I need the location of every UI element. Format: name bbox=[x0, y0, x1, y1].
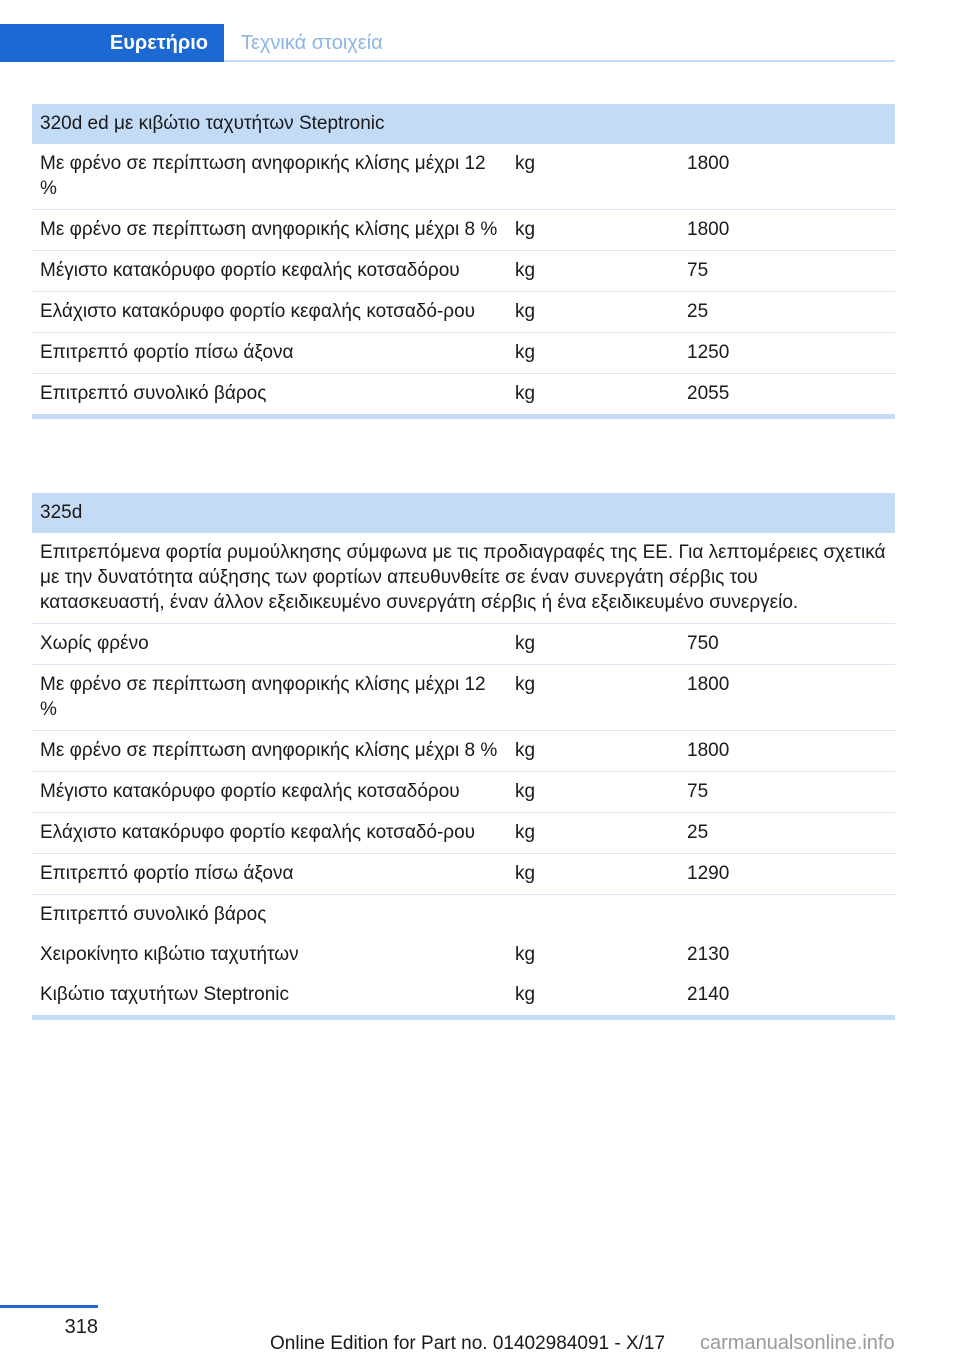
row-unit: kg bbox=[515, 383, 536, 404]
row-unit bbox=[507, 902, 679, 927]
row-value: 1800 bbox=[687, 740, 730, 761]
row-value: 750 bbox=[687, 633, 719, 654]
table-row bbox=[32, 772, 895, 813]
row-value: 2140 bbox=[687, 984, 730, 1005]
table-row bbox=[32, 624, 895, 665]
row-value: 1800 bbox=[687, 219, 730, 240]
footer-accent-line bbox=[0, 1305, 98, 1308]
row-unit: kg bbox=[515, 260, 536, 281]
table-325d bbox=[32, 493, 895, 1020]
table-row bbox=[32, 333, 895, 374]
table-row bbox=[32, 210, 895, 251]
table-end-bar bbox=[32, 1015, 895, 1020]
table-header: 325d bbox=[32, 493, 895, 533]
row-unit: kg bbox=[515, 984, 536, 1005]
row-unit: kg bbox=[515, 944, 536, 965]
row-label: Με φρένο σε περίπτωση ανηφορικής κλίσης μέχρι 8 % bbox=[40, 219, 498, 240]
row-unit: kg bbox=[515, 674, 536, 695]
top-navigation bbox=[0, 24, 895, 62]
row-label: Μέγιστο κατακόρυφο φορτίο κεφαλής κοτσαδόρου bbox=[40, 260, 460, 281]
row-label: Επιτρεπτό συνολικό βάρος bbox=[40, 383, 267, 404]
table-note: Επιτρεπόμενα φορτία ρυμούλκησης σύμφωνα με τις προδιαγραφές της ΕΕ. Για λεπτομέρειες σχετικά με την δυνατότητα αύξησης των φορτίων απευθυνθείτε σε έναν συνεργάτη σέρβις του κατασκευαστή, έναν άλλον εξειδικευμένο συνεργάτη σέρβις ή ένα εξειδικευμένο συνεργείο. bbox=[40, 542, 886, 613]
row-label: Με φρένο σε περίπτωση ανηφορικής κλίσης μέχρι 12 % bbox=[40, 153, 486, 199]
row-value: 1290 bbox=[687, 863, 730, 884]
table-header: 320d ed με κιβώτιο ταχυτήτων Steptronic bbox=[32, 104, 895, 144]
row-label: Μέγιστο κατακόρυφο φορτίο κεφαλής κοτσαδόρου bbox=[40, 781, 460, 802]
row-value: 1800 bbox=[687, 153, 730, 174]
table-row bbox=[32, 975, 895, 1015]
table-row bbox=[32, 251, 895, 292]
tab-index[interactable]: Ευρετήριο bbox=[0, 24, 224, 62]
page-number: 318 bbox=[64, 1316, 98, 1338]
table-row bbox=[32, 935, 895, 975]
row-unit: kg bbox=[515, 153, 536, 174]
row-unit: kg bbox=[515, 301, 536, 322]
edition-text: Online Edition for Part no. 01402984091 - X/17 bbox=[270, 1333, 666, 1354]
row-label: Ελάχιστο κατακόρυφο φορτίο κεφαλής κοτσαδό-ρου bbox=[40, 822, 476, 843]
table-320d-ed bbox=[32, 104, 895, 419]
table-note-row bbox=[32, 533, 895, 624]
row-label: Επιτρεπτό συνολικό βάρος bbox=[40, 904, 267, 925]
table-row bbox=[32, 292, 895, 333]
row-label: Χωρίς φρένο bbox=[40, 633, 149, 654]
row-unit: kg bbox=[515, 219, 536, 240]
row-label: Ελάχιστο κατακόρυφο φορτίο κεφαλής κοτσαδό-ρου bbox=[40, 301, 476, 322]
row-value: 1800 bbox=[687, 674, 730, 695]
row-label: Χειροκίνητο κιβώτιο ταχυτήτων bbox=[40, 944, 299, 965]
row-unit: kg bbox=[515, 633, 536, 654]
table-row bbox=[32, 665, 895, 731]
row-value bbox=[679, 902, 895, 927]
tab-technical-data[interactable]: Τεχνικά στοιχεία bbox=[241, 31, 383, 54]
table-row bbox=[32, 731, 895, 772]
table-row bbox=[32, 854, 895, 895]
row-value: 25 bbox=[687, 301, 709, 322]
row-unit: kg bbox=[515, 863, 536, 884]
row-value: 2055 bbox=[687, 383, 730, 404]
row-unit: kg bbox=[515, 822, 536, 843]
table-row bbox=[32, 813, 895, 854]
row-unit: kg bbox=[515, 342, 536, 363]
table-row bbox=[32, 374, 895, 414]
row-value: 2130 bbox=[687, 944, 730, 965]
row-unit: kg bbox=[515, 781, 536, 802]
row-label: Με φρένο σε περίπτωση ανηφορικής κλίσης μέχρι 12 % bbox=[40, 674, 486, 720]
row-value: 75 bbox=[687, 781, 709, 802]
row-value: 25 bbox=[687, 822, 709, 843]
watermark: carmanualsonline.info bbox=[700, 1332, 895, 1354]
row-label: Επιτρεπτό φορτίο πίσω άξονα bbox=[40, 342, 294, 363]
table-end-bar bbox=[32, 414, 895, 419]
row-value: 75 bbox=[687, 260, 709, 281]
row-label: Κιβώτιο ταχυτήτων Steptronic bbox=[40, 984, 290, 1005]
row-label: Επιτρεπτό φορτίο πίσω άξονα bbox=[40, 863, 294, 884]
row-value: 1250 bbox=[687, 342, 730, 363]
row-unit: kg bbox=[515, 740, 536, 761]
row-label: Με φρένο σε περίπτωση ανηφορικής κλίσης μέχρι 8 % bbox=[40, 740, 498, 761]
table-row bbox=[32, 144, 895, 210]
table-row bbox=[32, 895, 895, 935]
